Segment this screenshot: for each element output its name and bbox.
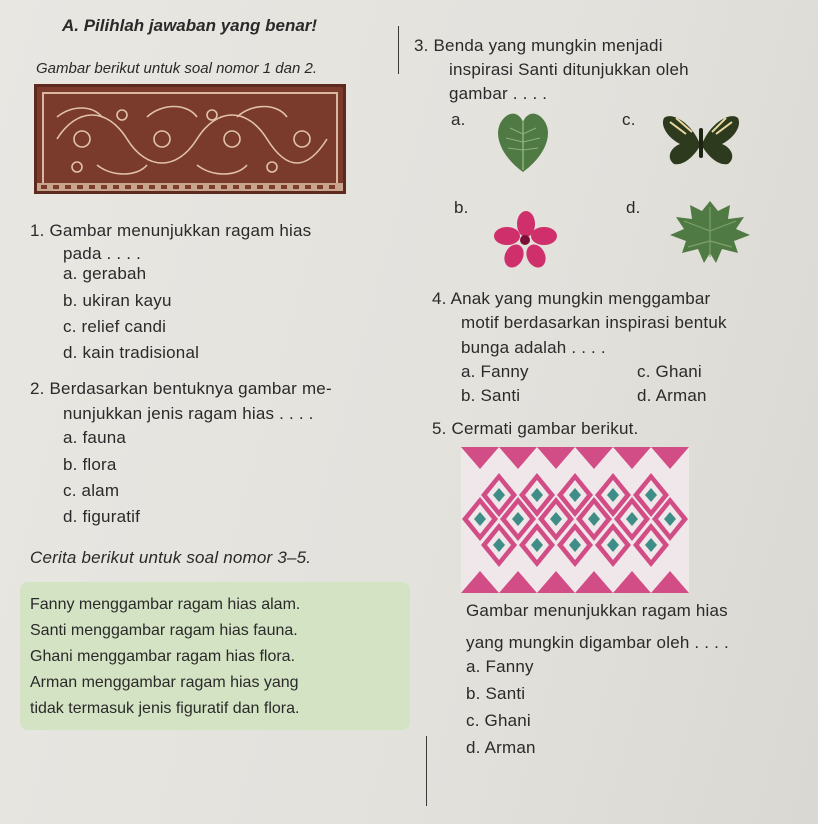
figure-intro: Gambar berikut untuk soal nomor 1 dan 2. xyxy=(36,60,317,77)
q1-stem-cont: pada . . . . xyxy=(63,244,142,263)
q3-stem-cont2: gambar . . . . xyxy=(449,84,548,103)
q3-option-c-label[interactable]: c. xyxy=(622,110,636,129)
story-line-5: tidak termasuk jenis figuratif dan flora. xyxy=(30,700,300,717)
q1-option-a[interactable]: a. gerabah xyxy=(63,264,147,283)
q5-caption-cont: yang mungkin digambar oleh . . . . xyxy=(466,633,729,652)
batik-cloth-image xyxy=(34,84,346,194)
butterfly-icon[interactable] xyxy=(656,110,746,170)
story-intro: Cerita berikut untuk soal nomor 3–5. xyxy=(30,548,312,567)
q1-option-c[interactable]: c. relief candi xyxy=(63,317,167,336)
q4-stem-cont1: motif berdasarkan inspirasi bentuk xyxy=(461,313,727,332)
q3-stem: 3. Benda yang mungkin menjadi xyxy=(414,36,663,55)
story-line-3: Ghani menggambar ragam hias flora. xyxy=(30,648,296,665)
q3-option-d-label[interactable]: d. xyxy=(626,198,641,217)
q5-option-a[interactable]: a. Fanny xyxy=(466,657,534,676)
column-divider-top xyxy=(398,26,399,74)
geometric-pattern-image xyxy=(461,447,689,593)
q3-option-a-label[interactable]: a. xyxy=(451,110,466,129)
q1-stem: 1. Gambar menunjukkan ragam hias xyxy=(30,221,312,240)
q2-option-b[interactable]: b. flora xyxy=(63,455,117,474)
q2-option-a[interactable]: a. fauna xyxy=(63,428,127,447)
q1-option-d[interactable]: d. kain tradisional xyxy=(63,343,200,362)
q4-stem: 4. Anak yang mungkin menggambar xyxy=(432,289,711,308)
q2-stem: 2. Berdasarkan bentuknya gambar me- xyxy=(30,379,332,398)
q3-stem-cont1: inspirasi Santi ditunjukkan oleh xyxy=(449,60,689,79)
q4-option-b[interactable]: b. Santi xyxy=(461,386,521,405)
q4-stem-cont2: bunga adalah . . . . xyxy=(461,338,606,357)
section-title: A. Pilihlah jawaban yang benar! xyxy=(62,16,318,35)
q5-option-d[interactable]: d. Arman xyxy=(466,738,536,757)
q5-caption: Gambar menunjukkan ragam hias xyxy=(466,601,728,620)
q2-option-d[interactable]: d. figuratif xyxy=(63,507,141,526)
q5-option-b[interactable]: b. Santi xyxy=(466,684,526,703)
story-line-2: Santi menggambar ragam hias fauna. xyxy=(30,622,298,639)
q5-option-c[interactable]: c. Ghani xyxy=(466,711,531,730)
q2-stem-cont: nunjukkan jenis ragam hias . . . . xyxy=(63,404,314,423)
flower-icon[interactable] xyxy=(494,210,558,270)
q4-option-d[interactable]: d. Arman xyxy=(637,386,707,405)
q3-option-b-label[interactable]: b. xyxy=(454,198,469,217)
q5-stem: 5. Cermati gambar berikut. xyxy=(432,419,639,438)
q1-option-b[interactable]: b. ukiran kayu xyxy=(63,291,172,310)
q4-option-c[interactable]: c. Ghani xyxy=(637,362,702,381)
leaf-icon[interactable] xyxy=(490,108,556,174)
q2-option-c[interactable]: c. alam xyxy=(63,481,120,500)
story-box xyxy=(20,582,410,730)
q4-option-a[interactable]: a. Fanny xyxy=(461,362,529,381)
maple-leaf-icon[interactable] xyxy=(668,197,752,265)
story-line-1: Fanny menggambar ragam hias alam. xyxy=(30,596,301,613)
story-line-4: Arman menggambar ragam hias yang xyxy=(30,674,299,691)
column-divider-bottom xyxy=(426,736,427,806)
